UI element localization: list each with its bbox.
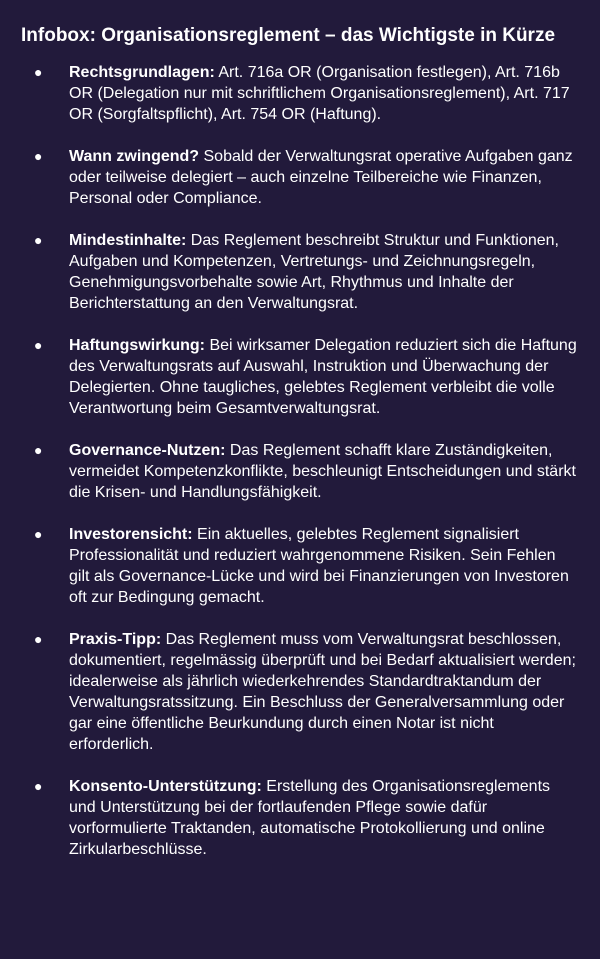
bullet-icon: ● [34, 232, 43, 248]
bullet-icon: ● [34, 442, 43, 458]
item-label: Rechtsgrundlagen: [69, 64, 215, 81]
list-item-investorensicht [21, 524, 579, 608]
item-text: Sobald der Verwaltungsrat operative Aufgaben ganz oder teilweise delegiert – auch einzelne Teilbereiche wie Finanzen, Personal oder Compliance. [69, 148, 573, 207]
item-text: Das Reglement muss vom Verwaltungsrat beschlossen, dokumentiert, regelmässig überprüft und bei Bedarf aktualisiert werden; idealerweise als jährlich wiederkehrendes Standardtraktandum der Verwaltungsratssitzung. Ein Beschluss der Generalversammlung oder gar eine öffentliche Beurkundung durch einen Notar ist nicht erforderlich. [69, 631, 576, 753]
list-item-wann-zwingend [21, 146, 579, 209]
item-label: Mindestinhalte: [69, 232, 187, 249]
list-item-governance-nutzen [21, 440, 579, 503]
infobox-list [21, 62, 580, 860]
list-item-konsento-unterstuetzung [21, 776, 579, 860]
list-item-haftungswirkung [21, 335, 579, 419]
bullet-icon: ● [34, 778, 43, 794]
item-label: Praxis-Tipp: [69, 631, 162, 648]
list-item-rechtsgrundlagen [21, 62, 579, 125]
item-label: Governance-Nutzen: [69, 442, 226, 459]
bullet-icon: ● [34, 148, 43, 164]
list-item-mindestinhalte [21, 230, 579, 314]
item-label: Haftungswirkung: [69, 337, 205, 354]
item-text: Ein aktuelles, gelebtes Reglement signalisiert Professionalität und reduziert wahrgenommene Risiken. Sein Fehlen gilt als Governance-Lücke und wird bei Finanzierungen von Investoren oft zur Bedingung gemacht. [69, 526, 569, 606]
item-label: Investorensicht: [69, 526, 193, 543]
bullet-icon: ● [34, 631, 43, 647]
item-text: Erstellung des Organisationsreglements und Unterstützung bei der fortlaufenden Pflege sowie dafür vorformulierte Traktanden, automatische Protokollierung und online Zirkularbeschlüsse. [69, 778, 551, 858]
list-item-praxis-tipp [21, 629, 579, 755]
item-text: Das Reglement schafft klare Zuständigkeiten, vermeidet Kompetenzkonflikte, beschleunigt Entscheidungen und stärkt die Krisen- und Handlungsfähigkeit. [69, 442, 576, 501]
bullet-icon: ● [34, 526, 43, 542]
bullet-icon: ● [34, 64, 43, 80]
infobox-title: Infobox: Organisationsreglement – das Wichtigste in Kürze [21, 25, 556, 46]
item-text: Bei wirksamer Delegation reduziert sich die Haftung des Verwaltungsrats auf Auswahl, Instruktion und Überwachung der Delegierten. Ohne taugliches, gelebtes Reglement verbleibt die volle Verantwortung beim Gesamtverwaltungsrat. [69, 337, 577, 417]
item-text: Art. 716a OR (Organisation festlegen), Art. 716b OR (Delegation nur mit schriftlichem Organisationsreglement), Art. 717 OR (Sorgfaltspflicht), Art. 754 OR (Haftung). [69, 64, 570, 123]
item-label: Konsento-Unterstützung: [69, 778, 262, 795]
bullet-icon: ● [34, 337, 43, 353]
item-label: Wann zwingend? [69, 148, 200, 165]
item-text: Das Reglement beschreibt Struktur und Funktionen, Aufgaben und Kompetenzen, Vertretungs- und Zeichnungsregeln, Genehmigungsvorbehalte sowie Art, Rhythmus und Inhalte der Berichterstattung an den Verwaltungsrat. [69, 232, 559, 312]
